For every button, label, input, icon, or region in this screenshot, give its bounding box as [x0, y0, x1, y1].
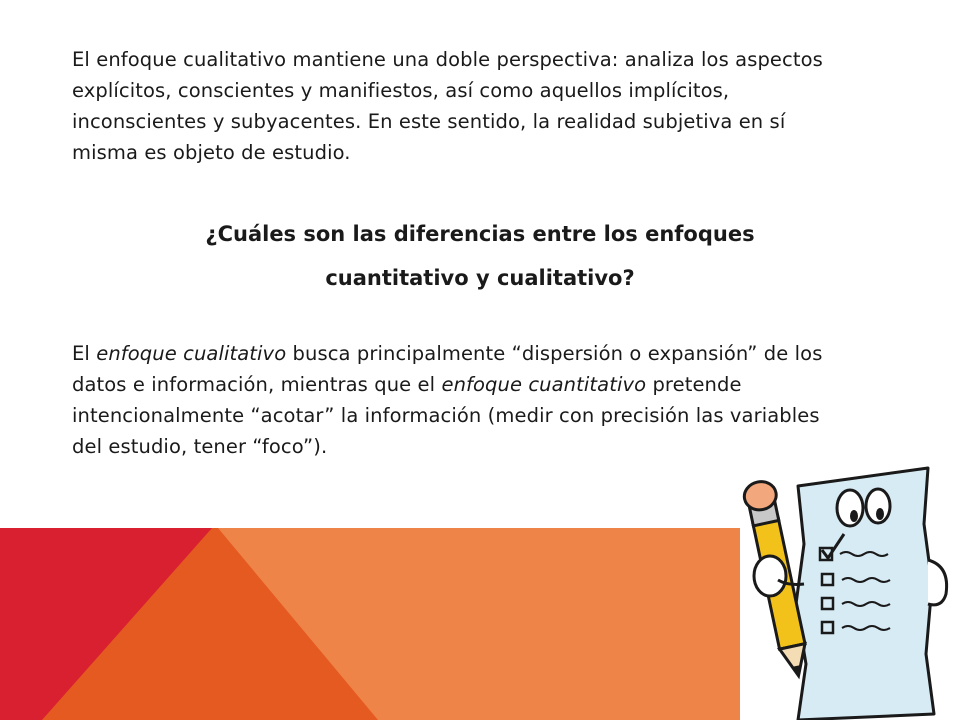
checklist-character-icon — [728, 464, 960, 720]
text-segment: pretende intencionalmente “acotar” la información (medir con precisión las variables del estudio, tener “foco”). — [72, 373, 820, 458]
emphasis-quantitative: enfoque cuantitativo — [441, 373, 647, 396]
text-segment: El — [72, 342, 97, 365]
decorative-band — [0, 528, 740, 720]
question-line-1: ¿Cuáles son las diferencias entre los enfoques — [205, 222, 755, 246]
differences-paragraph — [72, 338, 852, 462]
intro-paragraph: El enfoque cualitativo mantiene una doble perspectiva: analiza los aspectos explícitos, conscientes y manifiestos, así como aquellos implícitos, inconscientes y subyacentes. En este sentido, la realidad subjetiva en sí misma es objeto de estudio. — [72, 48, 823, 164]
question-line-2: cuantitativo y cualitativo? — [325, 266, 635, 290]
emphasis-qualitative: enfoque cualitativo — [96, 342, 287, 365]
text-segment: busca principalmente “dispersión o expansión” de los datos e información, mientras que el — [72, 342, 823, 396]
question-heading — [60, 212, 900, 300]
